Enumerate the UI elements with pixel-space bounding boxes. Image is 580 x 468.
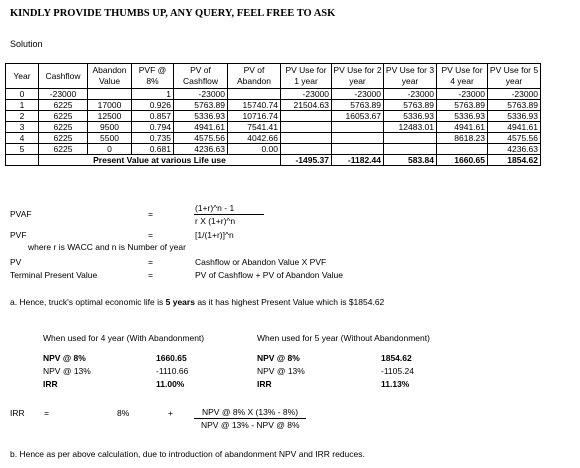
comparison-label: NPV @ 13% <box>257 366 305 376</box>
table-cell: 5336.93 <box>384 111 437 122</box>
table-cell: 5763.89 <box>488 100 541 111</box>
pvaf-equals: = <box>148 209 153 219</box>
table-cell <box>332 122 384 133</box>
column-header: Cashflow <box>39 64 88 89</box>
conclusion-a-prefix: a. Hence, truck's optimal economic life is <box>10 297 166 307</box>
table-cell: 4941.61 <box>437 122 488 133</box>
pvaf-numerator: (1+r)^n - 1 <box>195 203 235 213</box>
table-cell: 5763.89 <box>437 100 488 111</box>
table-cell: 12483.01 <box>384 122 437 133</box>
comparison-label: NPV @ 8% <box>43 353 86 363</box>
pv-expression: Cashflow or Abandon Value X PVF <box>195 257 327 267</box>
table-row <box>6 100 541 111</box>
table-cell: -23000 <box>39 89 88 100</box>
conclusion-a-emphasis: 5 years <box>165 297 195 307</box>
table-cell: 6225 <box>39 133 88 144</box>
column-header: PV Use for 1 year <box>281 64 332 89</box>
comparison-value: 1854.62 <box>381 353 412 363</box>
pv-equals: = <box>148 257 153 267</box>
table-cell <box>384 144 437 155</box>
table-cell: 16053.67 <box>332 111 384 122</box>
table-cell <box>88 89 132 100</box>
table-cell: 4042.66 <box>228 133 281 144</box>
irr-formula-numerator: NPV @ 8% X (13% - 8%) <box>202 407 299 417</box>
irr-formula-equals: = <box>44 408 49 418</box>
table-cell: 4575.56 <box>174 133 228 144</box>
column-header: PVF @ 8% <box>132 64 174 89</box>
pvf-expression: [1/(1+r)]^n <box>195 230 234 240</box>
table-cell: -23000 <box>384 89 437 100</box>
pv-label: PV <box>10 257 22 267</box>
table-cell: 15740.74 <box>228 100 281 111</box>
table-cell: -23000 <box>281 89 332 100</box>
column-header: Year <box>6 64 39 89</box>
table-cell: 5336.93 <box>437 111 488 122</box>
comparison-value: 11.13% <box>381 379 410 389</box>
comparison-label: NPV @ 13% <box>43 366 91 376</box>
table-cell: 0 <box>88 144 132 155</box>
terminal-pv-expression: PV of Cashflow + PV of Abandon Value <box>195 270 343 280</box>
table-row <box>6 111 541 122</box>
page-title: KINDLY PROVIDE THUMBS UP, ANY QUERY, FEEL FREE TO ASK <box>10 8 336 19</box>
table-cell: 0 <box>6 89 39 100</box>
terminal-pv-equals: = <box>148 270 153 280</box>
table-header-row <box>6 64 541 89</box>
table-cell: 0.735 <box>132 133 174 144</box>
where-note: where r is WACC and n is Number of year <box>28 242 186 252</box>
table-row <box>6 144 541 155</box>
table-cell: -23000 <box>174 89 228 100</box>
table-cell: 5 <box>6 144 39 155</box>
table-cell <box>281 111 332 122</box>
table-cell: 6225 <box>39 111 88 122</box>
comparison-value: 1660.65 <box>156 353 187 363</box>
table-row <box>6 122 541 133</box>
column-header: PV of Cashflow <box>174 64 228 89</box>
table-cell: -23000 <box>437 89 488 100</box>
comparison-right-title: When used for 5 year (Without Abandonment) <box>257 333 430 343</box>
comparison-label: NPV @ 8% <box>257 353 300 363</box>
table-cell: 5763.89 <box>384 100 437 111</box>
pvf-label: PVF <box>10 230 27 240</box>
table-cell <box>228 89 281 100</box>
solution-label: Solution <box>10 39 43 49</box>
table-cell: 6225 <box>39 100 88 111</box>
table-cell: 5500 <box>88 133 132 144</box>
comparison-value: -1110.66 <box>156 366 189 376</box>
pvaf-fraction-bar <box>194 214 264 215</box>
conclusion-a <box>10 297 384 307</box>
total-1-year: -1495.37 <box>281 155 332 166</box>
table-cell: 4 <box>6 133 39 144</box>
table-cell: 2 <box>6 111 39 122</box>
column-header: PV of Abandon <box>228 64 281 89</box>
table-cell <box>281 133 332 144</box>
table-cell: 4941.61 <box>174 122 228 133</box>
table-cell: 12500 <box>88 111 132 122</box>
present-value-table <box>5 63 541 166</box>
column-header: PV Use for 4 year <box>437 64 488 89</box>
table-cell: 0.857 <box>132 111 174 122</box>
table-cell: 17000 <box>88 100 132 111</box>
terminal-pv-label: Terminal Present Value <box>10 270 98 280</box>
column-header: PV Use for 2 year <box>332 64 384 89</box>
table-cell: 21504.63 <box>281 100 332 111</box>
table-cell: 5763.89 <box>332 100 384 111</box>
table-cell: 4236.63 <box>488 144 541 155</box>
pvaf-label: PVAF <box>10 209 32 219</box>
table-cell: 7541.41 <box>228 122 281 133</box>
pvf-equals: = <box>148 230 153 240</box>
total-5-year: 1854.62 <box>488 155 541 166</box>
table-cell: 0.681 <box>132 144 174 155</box>
table-cell <box>281 122 332 133</box>
comparison-label: IRR <box>257 379 272 389</box>
table-cell: -23000 <box>332 89 384 100</box>
table-cell <box>437 144 488 155</box>
table-cell: 8618.23 <box>437 133 488 144</box>
comparison-left-title: When used for 4 year (With Abandonment) <box>43 333 205 343</box>
table-cell <box>332 144 384 155</box>
irr-formula-label: IRR <box>10 408 25 418</box>
column-header: Abandon Value <box>88 64 132 89</box>
irr-formula-rate: 8% <box>117 408 130 418</box>
table-row <box>6 89 541 100</box>
irr-fraction-bar <box>194 418 306 419</box>
table-cell: -23000 <box>488 89 541 100</box>
totals-label: Present Value at various Life use <box>39 155 281 166</box>
column-header: PV Use for 3 year <box>384 64 437 89</box>
table-cell: 0.00 <box>228 144 281 155</box>
irr-formula-plus: + <box>168 408 173 418</box>
table-cell: 0.794 <box>132 122 174 133</box>
total-2-year: -1182.44 <box>332 155 384 166</box>
table-cell: 9500 <box>88 122 132 133</box>
table-cell: 3 <box>6 122 39 133</box>
table-cell: 6225 <box>39 144 88 155</box>
comparison-label: IRR <box>43 379 58 389</box>
table-cell <box>384 133 437 144</box>
totals-row <box>6 155 541 166</box>
table-row <box>6 133 541 144</box>
table-cell <box>332 133 384 144</box>
table-cell: 1 <box>132 89 174 100</box>
table-cell: 4236.63 <box>174 144 228 155</box>
comparison-value: 11.00% <box>156 379 185 389</box>
table-cell: 5336.93 <box>488 111 541 122</box>
table-cell <box>281 144 332 155</box>
table-cell: 4941.61 <box>488 122 541 133</box>
table-cell: 5763.89 <box>174 100 228 111</box>
table-cell: 6225 <box>39 122 88 133</box>
conclusion-b: b. Hence as per above calculation, due to introduction of abandonment NPV and IRR reduces. <box>10 449 365 459</box>
column-header: PV Use for 5 year <box>488 64 541 89</box>
table-cell: 1 <box>6 100 39 111</box>
total-3-year: 583.84 <box>384 155 437 166</box>
table-cell: 4575.56 <box>488 133 541 144</box>
irr-formula-denominator: NPV @ 13% - NPV @ 8% <box>201 420 300 430</box>
pvaf-denominator: r X (1+r)^n <box>195 216 236 226</box>
table-cell: 0.926 <box>132 100 174 111</box>
total-4-year: 1660.65 <box>437 155 488 166</box>
table-cell: 10716.74 <box>228 111 281 122</box>
conclusion-a-suffix: as it has highest Present Value which is $1854.62 <box>194 297 385 307</box>
table-cell: 5336.93 <box>174 111 228 122</box>
comparison-value: -1105.24 <box>381 366 414 376</box>
